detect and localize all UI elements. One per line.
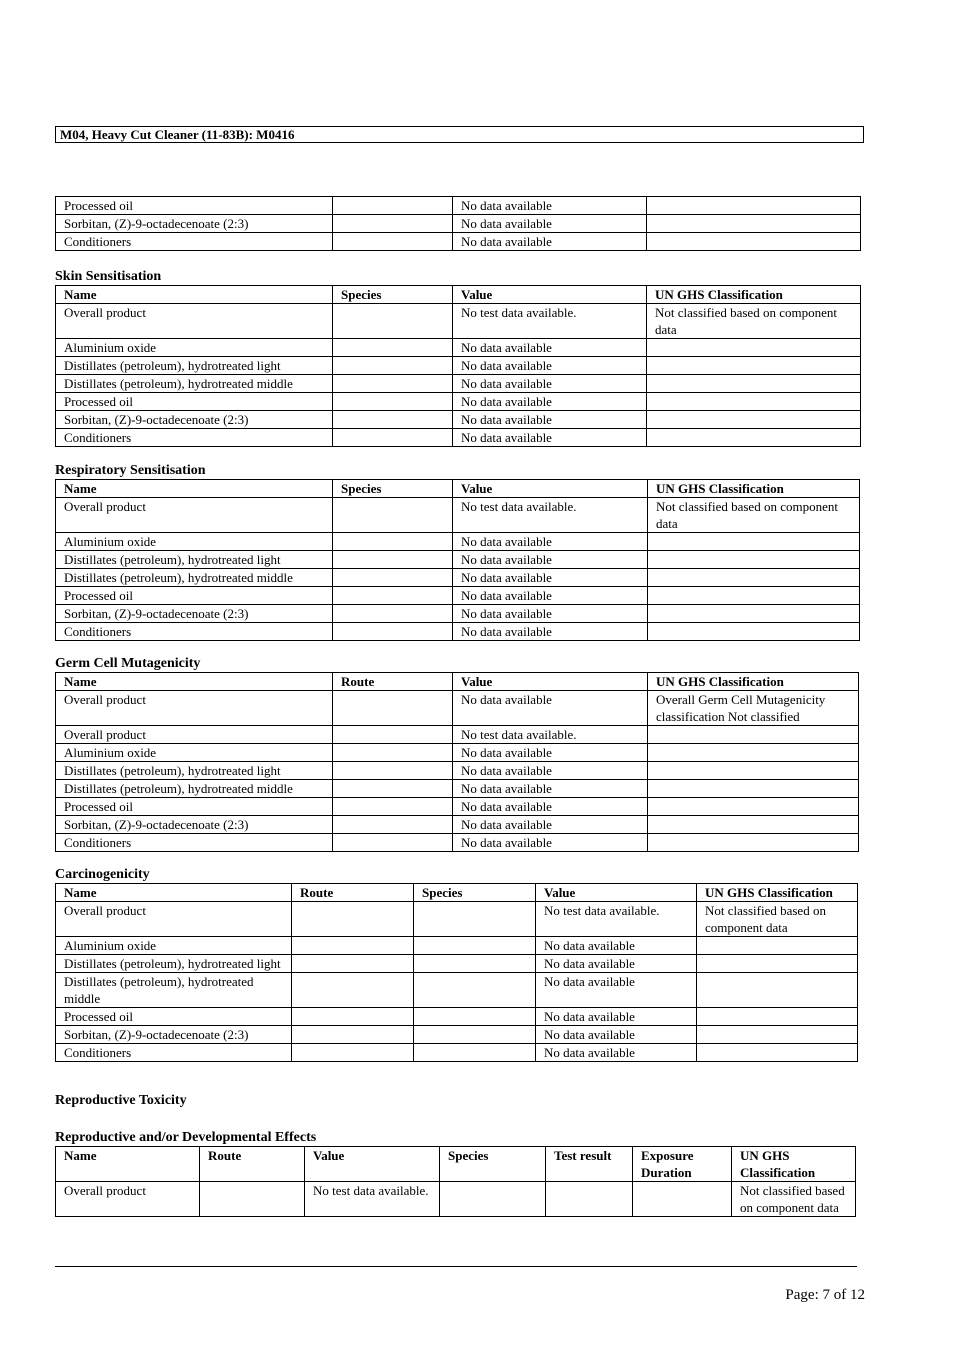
column-header: Value bbox=[453, 673, 648, 691]
column-header: Value bbox=[305, 1147, 440, 1182]
page-label: Page: bbox=[785, 1287, 819, 1303]
table-cell bbox=[333, 551, 453, 569]
table-cell: No data available bbox=[536, 973, 697, 1008]
table-cell: No data available bbox=[453, 587, 648, 605]
table-cell: Conditioners bbox=[56, 623, 333, 641]
table-cell bbox=[414, 937, 536, 955]
table-cell bbox=[546, 1182, 633, 1217]
table-cell: Processed oil bbox=[56, 197, 333, 215]
table-cell: No data available bbox=[453, 411, 647, 429]
table-cell bbox=[648, 780, 859, 798]
table-cell: Distillates (petroleum), hydrotreated light bbox=[56, 551, 333, 569]
table-cell bbox=[333, 304, 453, 339]
table-cell: No data available bbox=[453, 605, 648, 623]
table-cell: No data available bbox=[536, 937, 697, 955]
table-cell: No test data available. bbox=[305, 1182, 440, 1217]
table-cell bbox=[333, 798, 453, 816]
respiratory-sensitisation-table bbox=[55, 479, 860, 641]
table-cell bbox=[647, 375, 861, 393]
table-cell bbox=[648, 605, 860, 623]
table-row bbox=[56, 551, 860, 569]
table-cell: Processed oil bbox=[56, 393, 333, 411]
germ-cell-mutagenicity-table bbox=[55, 672, 859, 852]
table-cell bbox=[414, 1026, 536, 1044]
table-row bbox=[56, 1008, 858, 1026]
table-cell bbox=[647, 411, 861, 429]
table-cell bbox=[200, 1182, 305, 1217]
column-header: Value bbox=[536, 884, 697, 902]
table-cell bbox=[292, 1008, 414, 1026]
table-cell: Conditioners bbox=[56, 233, 333, 251]
table-cell: Sorbitan, (Z)-9-octadecenoate (2:3) bbox=[56, 411, 333, 429]
column-header: Test result bbox=[546, 1147, 633, 1182]
germ-cell-mutagenicity-section bbox=[55, 655, 859, 852]
table-cell: Overall product bbox=[56, 902, 292, 937]
table-row bbox=[56, 215, 861, 233]
table-cell bbox=[333, 215, 453, 233]
table-cell bbox=[414, 1008, 536, 1026]
reproductive-effects-table bbox=[55, 1146, 856, 1217]
page-number bbox=[785, 1286, 865, 1304]
section-title: Germ Cell Mutagenicity bbox=[55, 656, 201, 671]
table-cell: Overall product bbox=[56, 691, 333, 726]
table-cell: Not classified based on component data bbox=[648, 498, 860, 533]
table-cell: No data available bbox=[453, 357, 647, 375]
table-cell: Processed oil bbox=[56, 798, 333, 816]
page-current: 7 bbox=[822, 1287, 830, 1303]
table-row bbox=[56, 798, 859, 816]
table-row bbox=[56, 533, 860, 551]
continued-table-section bbox=[55, 196, 861, 251]
table-cell: No test data available. bbox=[536, 902, 697, 937]
column-header: UN GHS Classification bbox=[648, 673, 859, 691]
table-cell: No test data available. bbox=[453, 726, 648, 744]
table-cell: No data available bbox=[453, 798, 648, 816]
table-cell: Sorbitan, (Z)-9-octadecenoate (2:3) bbox=[56, 605, 333, 623]
column-header: Species bbox=[440, 1147, 546, 1182]
table-row bbox=[56, 623, 860, 641]
table-cell: Distillates (petroleum), hydrotreated light bbox=[56, 762, 333, 780]
table-cell: No data available bbox=[453, 623, 648, 641]
table-cell bbox=[647, 197, 861, 215]
column-header: Route bbox=[333, 673, 453, 691]
table-cell: Conditioners bbox=[56, 1044, 292, 1062]
table-cell: Distillates (petroleum), hydrotreated middle bbox=[56, 780, 333, 798]
section-title: Respiratory Sensitisation bbox=[55, 463, 206, 478]
table-cell bbox=[647, 393, 861, 411]
table-cell bbox=[292, 955, 414, 973]
table-cell bbox=[292, 1044, 414, 1062]
section-subtitle: Reproductive and/or Developmental Effects bbox=[55, 1130, 317, 1145]
table-cell: No data available bbox=[453, 429, 647, 447]
table-cell bbox=[647, 215, 861, 233]
table-cell: Aluminium oxide bbox=[56, 744, 333, 762]
table-cell bbox=[648, 569, 860, 587]
table-cell: No data available bbox=[453, 393, 647, 411]
table-cell: Distillates (petroleum), hydrotreated light bbox=[56, 357, 333, 375]
table-cell bbox=[292, 973, 414, 1008]
table-row bbox=[56, 1182, 856, 1217]
table-cell bbox=[333, 744, 453, 762]
table-row bbox=[56, 726, 859, 744]
table-cell: Overall product bbox=[56, 304, 333, 339]
table-cell bbox=[333, 605, 453, 623]
table-cell bbox=[292, 1026, 414, 1044]
column-header: Route bbox=[200, 1147, 305, 1182]
column-header: UN GHS Classification bbox=[648, 480, 860, 498]
column-header: UN GHS Classification bbox=[732, 1147, 856, 1182]
table-cell bbox=[292, 902, 414, 937]
table-cell bbox=[648, 816, 859, 834]
table-cell bbox=[647, 339, 861, 357]
table-cell: Sorbitan, (Z)-9-octadecenoate (2:3) bbox=[56, 215, 333, 233]
table-cell: No data available bbox=[453, 533, 648, 551]
table-cell: No data available bbox=[453, 816, 648, 834]
respiratory-sensitisation-section bbox=[55, 462, 860, 641]
table-cell: Distillates (petroleum), hydrotreated light bbox=[56, 955, 292, 973]
page-of: of bbox=[833, 1287, 847, 1303]
table-cell bbox=[333, 691, 453, 726]
table-row bbox=[56, 304, 861, 339]
table-row bbox=[56, 569, 860, 587]
table-cell bbox=[697, 973, 858, 1008]
table-row bbox=[56, 429, 861, 447]
table-cell: Overall product bbox=[56, 498, 333, 533]
table-cell bbox=[333, 375, 453, 393]
table-cell: Aluminium oxide bbox=[56, 339, 333, 357]
carcinogenicity-section bbox=[55, 866, 858, 1062]
column-header: Route bbox=[292, 884, 414, 902]
table-cell: Sorbitan, (Z)-9-octadecenoate (2:3) bbox=[56, 816, 333, 834]
table-row bbox=[56, 339, 861, 357]
table-cell bbox=[648, 533, 860, 551]
table-cell bbox=[333, 780, 453, 798]
table-cell bbox=[697, 1026, 858, 1044]
table-cell: No data available bbox=[453, 569, 648, 587]
table-cell bbox=[647, 357, 861, 375]
table-cell bbox=[333, 623, 453, 641]
table-cell: Aluminium oxide bbox=[56, 533, 333, 551]
column-header: Species bbox=[333, 286, 453, 304]
column-header: UN GHS Classification bbox=[697, 884, 858, 902]
column-header: Name bbox=[56, 286, 333, 304]
table-cell bbox=[414, 1044, 536, 1062]
table-cell bbox=[414, 955, 536, 973]
page-total: 12 bbox=[850, 1287, 865, 1303]
table-row bbox=[56, 937, 858, 955]
table-row bbox=[56, 375, 861, 393]
table-cell bbox=[333, 197, 453, 215]
table-cell bbox=[648, 551, 860, 569]
table-cell bbox=[333, 429, 453, 447]
table-cell: Processed oil bbox=[56, 587, 333, 605]
table-row bbox=[56, 762, 859, 780]
table-cell: Not classified based on component data bbox=[697, 902, 858, 937]
table-row bbox=[56, 955, 858, 973]
table-cell bbox=[648, 623, 860, 641]
table-cell bbox=[697, 1044, 858, 1062]
table-cell: No data available bbox=[453, 762, 648, 780]
column-header: UN GHS Classification bbox=[647, 286, 861, 304]
table-cell bbox=[333, 587, 453, 605]
document-header: M04, Heavy Cut Cleaner (11-83B): M0416 bbox=[55, 126, 864, 143]
table-cell bbox=[333, 726, 453, 744]
table-cell bbox=[333, 498, 453, 533]
table-row bbox=[56, 393, 861, 411]
table-cell: Overall Germ Cell Mutagenicity classification Not classified bbox=[648, 691, 859, 726]
table-cell: Processed oil bbox=[56, 1008, 292, 1026]
table-row bbox=[56, 233, 861, 251]
table-cell: No data available bbox=[453, 551, 648, 569]
table-cell: No data available bbox=[453, 780, 648, 798]
table-cell bbox=[697, 937, 858, 955]
column-header: Value bbox=[453, 286, 647, 304]
table-cell: Conditioners bbox=[56, 834, 333, 852]
table-row bbox=[56, 605, 860, 623]
table-row bbox=[56, 834, 859, 852]
carcinogenicity-table bbox=[55, 883, 858, 1062]
table-row bbox=[56, 498, 860, 533]
column-header: Name bbox=[56, 673, 333, 691]
table-row bbox=[56, 1044, 858, 1062]
table-row bbox=[56, 816, 859, 834]
column-header: Exposure Duration bbox=[633, 1147, 732, 1182]
table-row bbox=[56, 197, 861, 215]
table-cell: No data available bbox=[453, 744, 648, 762]
table-row bbox=[56, 587, 860, 605]
table-cell bbox=[647, 233, 861, 251]
table-cell: No data available bbox=[536, 1026, 697, 1044]
table-row bbox=[56, 1026, 858, 1044]
table-cell: Distillates (petroleum), hydrotreated middle bbox=[56, 375, 333, 393]
table-cell bbox=[333, 233, 453, 251]
section-title: Reproductive Toxicity bbox=[55, 1093, 187, 1108]
table-cell: No data available bbox=[536, 955, 697, 973]
reproductive-toxicity-section bbox=[55, 1092, 856, 1217]
table-cell: No data available bbox=[453, 215, 647, 233]
table-cell: No data available bbox=[453, 834, 648, 852]
section-title: Skin Sensitisation bbox=[55, 269, 162, 284]
column-header: Species bbox=[333, 480, 453, 498]
table-cell bbox=[333, 411, 453, 429]
table-cell bbox=[647, 429, 861, 447]
table-cell: Aluminium oxide bbox=[56, 937, 292, 955]
table-cell: No data available bbox=[453, 375, 647, 393]
table-row bbox=[56, 691, 859, 726]
table-cell bbox=[333, 762, 453, 780]
table-cell bbox=[333, 357, 453, 375]
table-cell bbox=[414, 902, 536, 937]
table-cell: No data available bbox=[453, 339, 647, 357]
continued-table bbox=[55, 196, 861, 251]
column-header: Name bbox=[56, 884, 292, 902]
table-cell bbox=[333, 816, 453, 834]
table-cell bbox=[648, 798, 859, 816]
table-cell: Overall product bbox=[56, 1182, 200, 1217]
table-cell bbox=[333, 339, 453, 357]
table-cell: Conditioners bbox=[56, 429, 333, 447]
table-cell: No data available bbox=[453, 233, 647, 251]
table-cell: No test data available. bbox=[453, 498, 648, 533]
column-header: Name bbox=[56, 480, 333, 498]
table-cell bbox=[648, 744, 859, 762]
table-cell bbox=[414, 973, 536, 1008]
table-cell: Distillates (petroleum), hydrotreated middle bbox=[56, 973, 292, 1008]
table-cell bbox=[292, 937, 414, 955]
table-cell: Distillates (petroleum), hydrotreated middle bbox=[56, 569, 333, 587]
table-row bbox=[56, 902, 858, 937]
skin-sensitisation-section bbox=[55, 268, 861, 447]
table-row bbox=[56, 973, 858, 1008]
table-cell bbox=[333, 569, 453, 587]
skin-sensitisation-table bbox=[55, 285, 861, 447]
table-row bbox=[56, 744, 859, 762]
table-cell: Sorbitan, (Z)-9-octadecenoate (2:3) bbox=[56, 1026, 292, 1044]
column-header: Value bbox=[453, 480, 648, 498]
section-title: Carcinogenicity bbox=[55, 867, 150, 882]
table-cell bbox=[633, 1182, 732, 1217]
table-cell bbox=[333, 393, 453, 411]
table-row bbox=[56, 780, 859, 798]
table-row bbox=[56, 411, 861, 429]
table-cell bbox=[697, 955, 858, 973]
table-cell: Overall product bbox=[56, 726, 333, 744]
table-cell: Not classified based on component data bbox=[647, 304, 861, 339]
table-cell bbox=[648, 587, 860, 605]
table-cell bbox=[333, 533, 453, 551]
table-row bbox=[56, 357, 861, 375]
table-cell bbox=[333, 834, 453, 852]
table-cell bbox=[440, 1182, 546, 1217]
table-cell: Not classified based on component data bbox=[732, 1182, 856, 1217]
table-cell: No data available bbox=[536, 1008, 697, 1026]
table-cell: No data available bbox=[536, 1044, 697, 1062]
table-cell: No data available bbox=[453, 691, 648, 726]
table-cell bbox=[697, 1008, 858, 1026]
table-cell bbox=[648, 726, 859, 744]
footer-divider bbox=[55, 1266, 857, 1267]
table-cell: No data available bbox=[453, 197, 647, 215]
table-cell bbox=[648, 762, 859, 780]
table-cell: No test data available. bbox=[453, 304, 647, 339]
column-header: Species bbox=[414, 884, 536, 902]
column-header: Name bbox=[56, 1147, 200, 1182]
table-cell bbox=[648, 834, 859, 852]
